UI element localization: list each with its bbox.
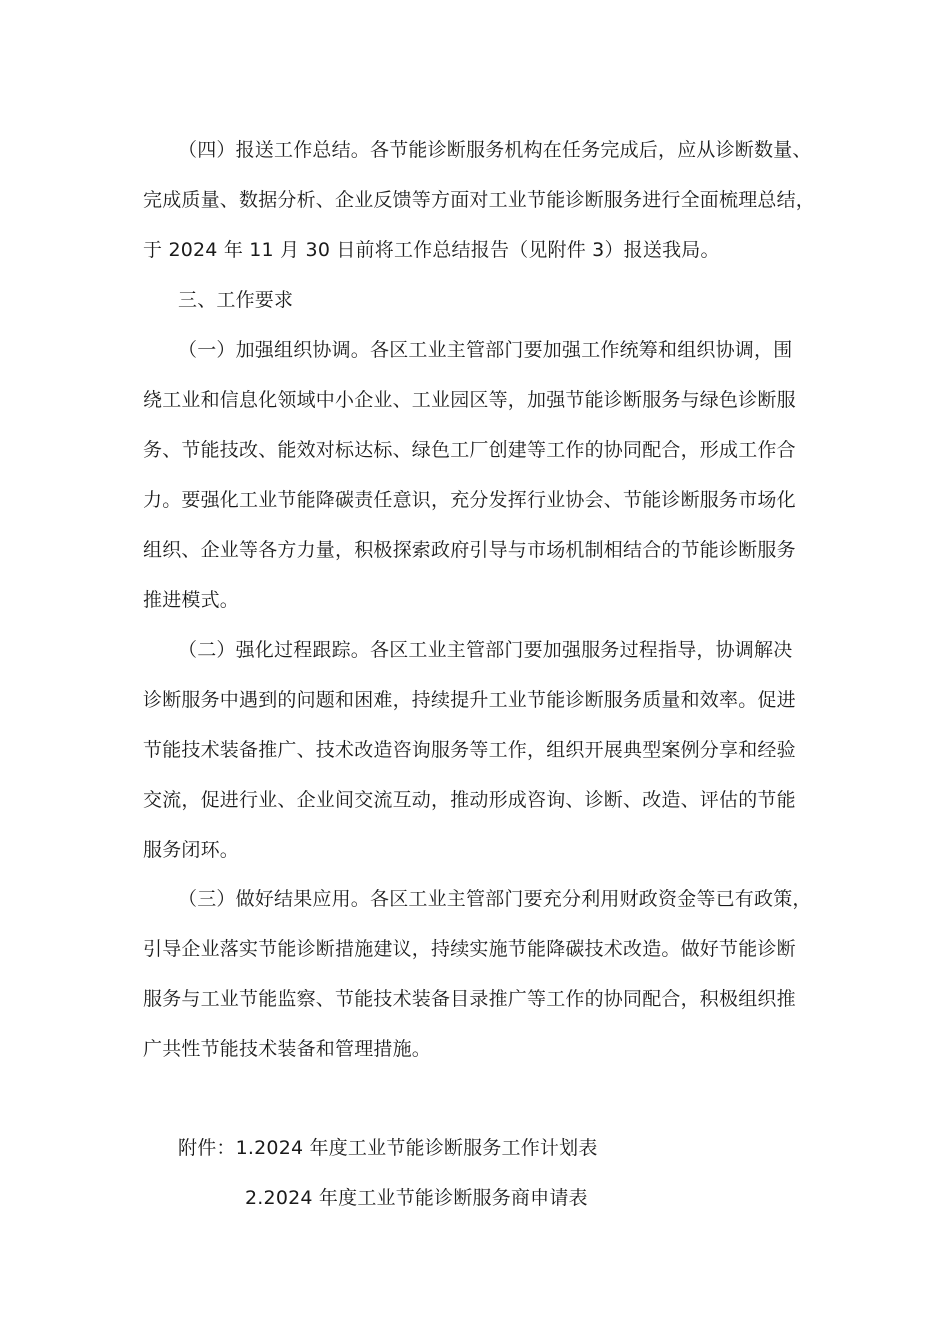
section-3-heading: 三、工作要求 [178,289,294,311]
requirement-3-line-3: 服务与工业节能监察、节能技术装备目录推广等工作的协同配合，积极组织推 [143,988,796,1010]
requirement-1-line-2: 绕工业和信息化领域中小企业、工业园区等，加强节能诊断服务与绿色诊断服 [143,389,796,411]
requirement-2-line-4: 交流，促进行业、企业间交流互动，推动形成咨询、诊断、改造、评估的节能 [143,789,796,811]
requirement-3-line-4: 广共性节能技术装备和管理措施。 [143,1038,432,1060]
requirement-3-line-2: 引导企业落实节能诊断措施建议，持续实施节能降碳技术改造。做好节能诊断 [143,938,796,960]
requirement-1-line-1: （一）加强组织协调。各区工业主管部门要加强工作统筹和组织协调，围 [178,339,793,361]
attachments-line-1: 附件：1.2024 年度工业节能诊断服务工作计划表 [178,1137,598,1159]
requirement-2-line-2: 诊断服务中遇到的问题和困难，持续提升工业节能诊断服务质量和效率。促进 [143,689,796,711]
requirement-1-line-3: 务、节能技改、能效对标达标、绿色工厂创建等工作的协同配合，形成工作合 [143,439,796,461]
requirement-1-line-4: 力。要强化工业节能降碳责任意识，充分发挥行业协会、节能诊断服务市场化 [143,489,796,511]
requirement-1-line-5: 组织、企业等各方力量，积极探索政府引导与市场机制相结合的节能诊断服务 [143,539,796,561]
requirement-1-line-6: 推进模式。 [143,589,240,611]
paragraph-4-line-1: （四）报送工作总结。各节能诊断服务机构在任务完成后，应从诊断数量、 [178,139,812,161]
requirement-2-line-5: 服务闭环。 [143,839,240,861]
paragraph-4-line-2: 完成质量、数据分析、企业反馈等方面对工业节能诊断服务进行全面梳理总结， [143,189,816,211]
requirement-3-line-1: （三）做好结果应用。各区工业主管部门要充分利用财政资金等已有政策， [178,888,812,910]
paragraph-4-line-3: 于 2024 年 11 月 30 日前将工作总结报告（见附件 3）报送我局。 [143,239,720,261]
requirement-2-line-3: 节能技术装备推广、技术改造咨询服务等工作，组织开展典型案例分享和经验 [143,739,796,761]
attachments-line-2: 2.2024 年度工业节能诊断服务商申请表 [245,1187,588,1209]
requirement-2-line-1: （二）强化过程跟踪。各区工业主管部门要加强服务过程指导，协调解决 [178,639,793,661]
